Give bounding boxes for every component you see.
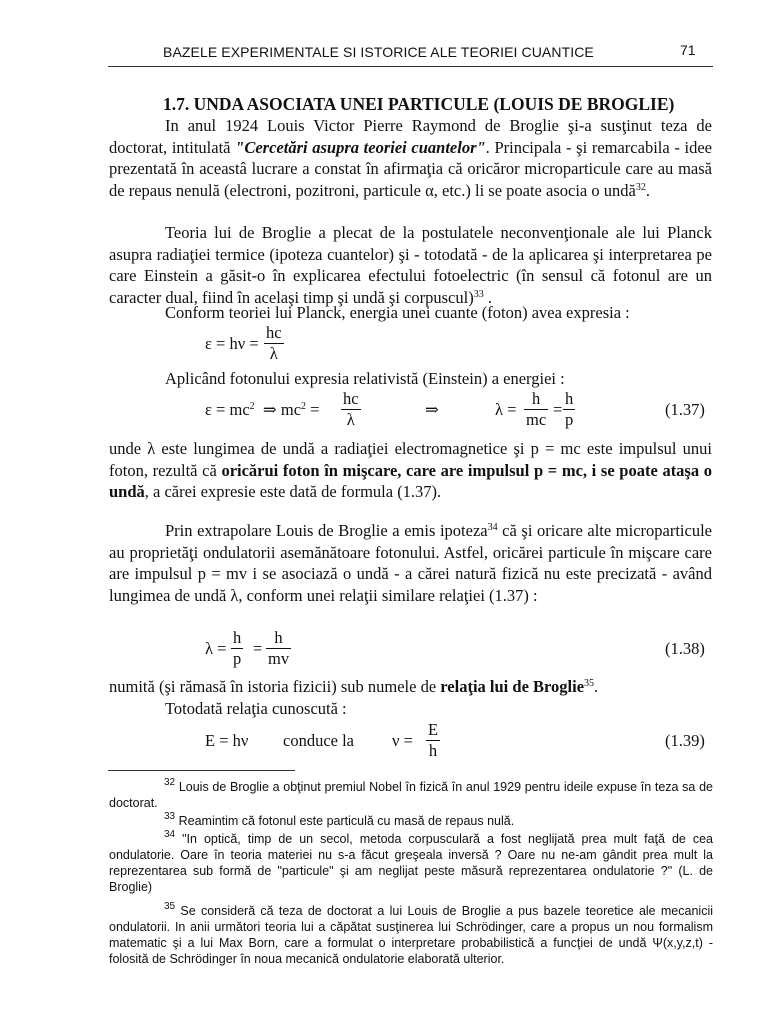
eq138-equals: = <box>253 639 263 658</box>
eq139-lhs: E = hν <box>205 731 249 750</box>
paragraph-1: In anul 1924 Louis Victor Pierre Raymond de Broglie şi-a susţinut teza de doctorat, intitulată "Cercetări asupra teoriei cuantelor". Principala - şi remarcabila - idee prezentată în aceastâ lucrare a constat în afirmaţia că oricăror microparticule care au masă de repaus nenulă (electroni, pozitroni, particule α, etc.) li se poate asocia o undă$^{32}$. <box>109 116 712 200</box>
page-number: 71 <box>680 42 696 58</box>
paragraph-4: Aplicând fotonului expresia relativistă (Einstein) a energiei : <box>165 369 565 388</box>
eq137-fraction-h-mc: $\frac{h}{mc}$ <box>526 389 547 429</box>
footnote-33: $^{33}$ Reamintim că fotonul este particulă cu masă de repaus nulă. <box>164 811 515 828</box>
footnote-ref-35: 35 <box>584 678 595 689</box>
eq1-lhs: ε = hν = <box>205 334 259 353</box>
eq137-lambda: λ = <box>495 400 517 419</box>
paragraph-5: unde λ este lungimea de undă a radiaţiei electromagnetice şi p = mc este impulsul unui foton, rezultă că oricărui foton în mişcare, care are impulsul p = mc, i se poate ataşa o undă, a cărei expresie este dată de formula (1.37). <box>109 439 713 501</box>
eq138-number: (1.38) <box>665 639 705 658</box>
footnote-ref-34: 34 <box>487 522 498 533</box>
eq139-fraction-E-h: $\frac{E}{h}$ <box>428 720 439 760</box>
eq139-nu: ν = <box>392 731 413 750</box>
eq138-fraction-h-p: $\frac{h}{p}$ <box>233 628 242 668</box>
paragraph-6: Prin extrapolare Louis de Broglie a emis ipoteza$^{34}$ că şi oricare alte microparticule au proprietăţi ondulatorii asemănătoare fotonului. Astfel, oricărei particule în mişcare care are impulsul p = mv i se asociază o undă - a cărei natură fizică nu este precizată - având lungimea de undă λ, conform unei relaţii similare relaţiei (1.37) : <box>109 521 712 605</box>
paragraph-3: Conform teoriei lui Planck, energia unei cuante (foton) avea expresia : <box>165 303 630 322</box>
running-header: BAZELE EXPERIMENTALE SI ISTORICE ALE TEORIEI CUANTICE <box>163 44 594 60</box>
eq138-fraction-h-mv: $\frac{h}{mv}$ <box>268 628 290 668</box>
paragraph-8: Totodată relaţia cunoscută : <box>165 699 347 718</box>
footnote-35: $^{35}$ Se consideră că teza de doctorat a lui Louis de Broglie a pus bazele teoretice ale mecanicii ondulatorii. In anii următori teoria lui a căpătat susţinerea lui Schrödinger, care a propus un nou formalism matematic şi a lui Max Born, care a formulat o interpretare probabilistică a funcţiei de undă Ψ(x,y,z,t) - folosită de Schrödinger în noua mecanică ondulatorie elaborată ulterior. <box>109 901 713 966</box>
paragraph-2: Teoria lui de Broglie a plecat de la postulatele neconvenţionale ale lui Planck asupra radiaţiei termice (ipoteza cuantelor) şi - totodată - de la aplicarea şi interpretarea pe care Einstein a găsit-o în explicarea efectului fotoelectric (în sensul că fotonul are un caracter dual, fiind în acelaşi timp şi undă şi corpuscul)$^{33}$ . <box>109 223 712 307</box>
footnote-32: $^{32}$ Louis de Broglie a obţinut premiul Nobel în fizică în anul 1929 pentru ideile expuse în teza sa de doctorat. <box>109 777 713 810</box>
section-title: 1.7. UNDA ASOCIATA UNEI PARTICULE (LOUIS DE BROGLIE) <box>163 94 675 114</box>
eq137-fraction-h-p: $\frac{h}{p}$ <box>565 389 574 429</box>
eq1-fraction: $\frac{hc}{\lambda}$ <box>266 323 282 363</box>
footnote-ref-33: 33 <box>473 288 484 300</box>
footnote-34: $^{34}$ "In optică, timp de un secol, metoda corpusculară a fost neglijată prea mult faţă de cea ondulatorie. Oare în teoria materiei nu s-a făcut greşeala inversă ? Oare nu ne-am gândit prea mult la reprezentarea sub formă de "particule" şi am neglijat peste măsură reprezentarea ondulatorie ?" (L. de Broglie) <box>109 829 713 894</box>
footnote-ref-32: 32 <box>635 181 646 193</box>
eq137-left: $\varepsilon = mc^2$ ⇒ $mc^2$ = <box>205 400 320 419</box>
paragraph-7: numită (şi rămasă în istoria fizicii) sub numele de relaţia lui de Broglie$^{35}$. <box>109 677 599 696</box>
footnote-rule <box>108 770 295 771</box>
eq137-number: (1.37) <box>665 400 705 419</box>
eq139-text: conduce la <box>283 731 355 750</box>
eq137-equals: = <box>553 400 563 419</box>
eq138-lhs: λ = <box>205 639 227 658</box>
eq139-number: (1.39) <box>665 731 705 750</box>
eq137-implies: ⇒ <box>425 400 439 419</box>
header-rule <box>108 66 713 67</box>
eq137-fraction-hc: $\frac{hc}{\lambda}$ <box>343 389 359 429</box>
